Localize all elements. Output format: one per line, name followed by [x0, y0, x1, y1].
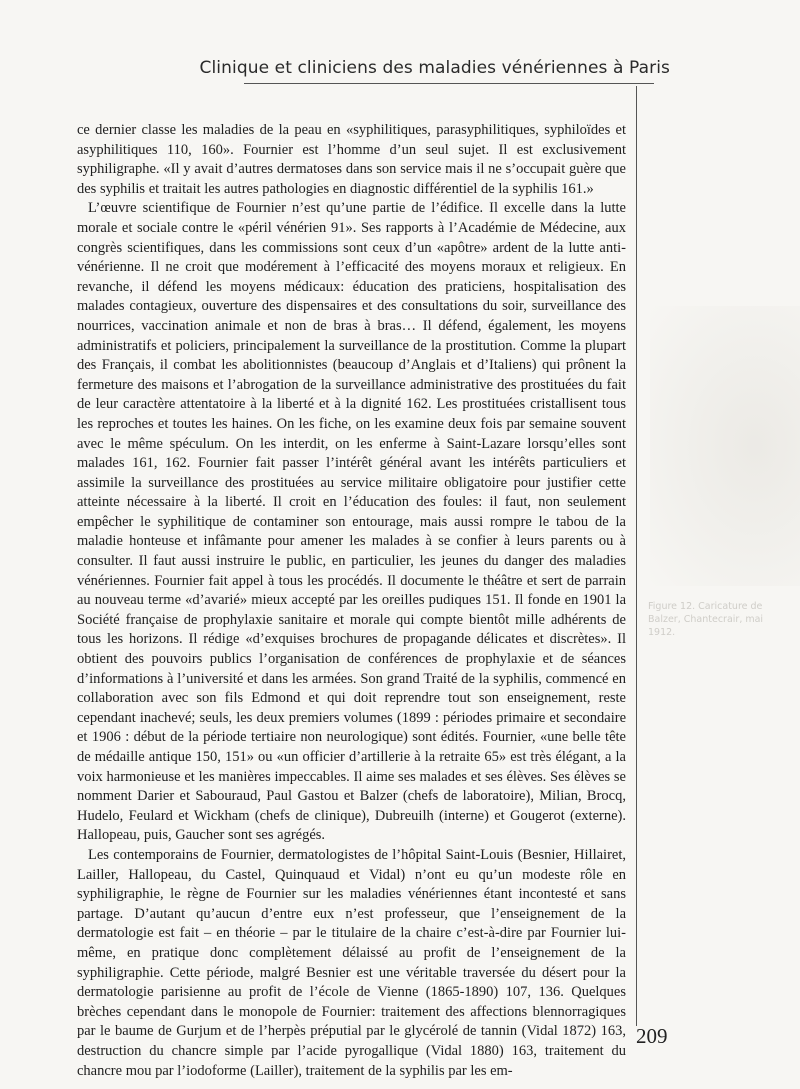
faded-figure	[650, 306, 800, 586]
page-number: 209	[636, 1024, 668, 1048]
figure-caption: Figure 12. Caricature de Balzer, Chantecrair, mai 1912.	[648, 601, 764, 638]
margin-rule	[636, 86, 637, 1026]
header-rule	[244, 83, 654, 84]
paragraph-2: L’œuvre scientifique de Fournier n’est qu’une partie de l’édifice. Il excelle dans la lutte morale et sociale contre le «péril vénérien 91». Ses rapports à l’Académie de Médecine, aux congrès scientifiques, dans les commissions sont ceux d’un «apôtre» ardent de la lutte anti-vénérienne. Il ne croit que modérement à l’efficacité des moyens moraux et religieux. En revanche, il défend les moyens médicaux: éducation des praticiens, hospitalisation des malades contagieux, ouverture des dispensaires et des consultations du soir, surveillance des nourrices, vaccination animale et non de bras à bras… Il défend, également, les moyens administratifs et policiers, principalement la surveillance de la prostitution. Comme la plupart des Français, il combat les abolitionnistes (beaucoup d’Anglais et d’Italiens) qui prônent la fermeture des maisons et l’abrogation de la surveillance administrative des prostituées du fait de leur caractère attentatoire à la liberté et à la dignité 162. Les prostituées cristallisent tous les reproches et toutes les haines. On les fiche, on les examine deux fois par semaine souvent avec le même spéculum. On les interdit, on les enferme à Saint-Lazare lorsqu’elles sont malades 161, 162. Fournier fait passer l’intérêt général avant les intérêts particuliers et assimile la surveillance des prostituées au service militaire obligatoire pour justifier cette atteinte nécessaire à la liberté. Il croit en l’éducation des foules: il faut, non seulement empêcher le syphilitique de contaminer son entourage, mais aussi rompre le tabou de la maladie honteuse et infâmante pour amener les malades à se confier à leurs parents ou à consulter. Il faut aussi instruire le public, en particulier, les jeunes du danger des maladies vénériennes. Fournier fait appel à tous les procédés. Il documente le théâtre et sert de parrain au nouveau terme «d’avarié» mieux accepté par les oreilles pudiques 151. Il fonde en 1901 la Société française de prophylaxie sanitaire et morale qui compte bientôt mille adhérents de tous les horizons. Il rédige «d’exquises brochures de propagande délicates et discrètes». Il obtient des pouvoirs publics l’organisation de conférences de prophylaxie et de séances d’informations à l’université et dans les armées. Son grand Traité de la syphilis, commencé en collaboration avec son fils Edmond et qui doit reprendre tout son enseignement, reste cependant inachevé; seuls, les deux premiers volumes (1899 : périodes primaire et secondaire et 1906 : début de la période tertiaire non neurologique) sont édités. Fournier, «une belle tête de médaille antique 150, 151» ou «un officier d’artillerie à la retraite 65» est très élégant, a la voix harmonieuse et les manières impeccables. Il aime ses malades et ses élèves. Ses élèves se nomment Darier et Sabouraud, Paul Gastou et Balzer (chefs de laboratoire), Milian, Brocq, Hudelo, Feulard et Wickham (chefs de clinique), Dubreuilh (interne) et Gougerot (externe). Hallopeau, puis, Gaucher sont ses agrégés.	[77, 200, 626, 844]
paragraph-3: Les contemporains de Fournier, dermatologistes de l’hôpital Saint-Louis (Besnier, Hillairet, Lailler, Hallopeau, du Castel, Quinquaud et Vidal) n’ont eu qu’un modeste rôle en syphiligraphie, le règne de Fournier sur les maladies vénériennes étant incontesté et sans partage. D’autant qu’aucun d’entre eux n’est professeur, que l’enseignement de la dermatologie est fait – en théorie – par le titulaire de la chaire c’est-à-dire par Fournier lui-même, en pratique donc complètement délaissé au profit de l’enseignement de la syphiligraphie. Cette période, malgré Besnier est une véritable traversée du désert pour la dermatologie parisienne au profit de l’école de Vienne (1865-1890) 107, 136. Quelques brèches cependant dans le monopole de Fournier: traitement des affections blennorragiques par le baume de Gurjum et de l’herpès préputial par le glycérolé de tannin (Vidal 1872) 163, destruction du chancre simple par l’acide pyrogallique (Vidal 1880) 163, traitement du chancre mou par l’iodoforme (Lailler), traitement de la syphilis par les em-	[77, 846, 626, 1079]
paragraph-1: ce dernier classe les maladies de la peau en «syphilitiques, parasyphilitiques, syphiloïdes et asyphilitiques 110, 160». Fournier est l’homme d’un seul sujet. Il est exclusivement syphiligraphe. «Il y avait d’autres dermatoses dans son service mais il ne s’occupait guère que des syphilis et traitait les autres pathologies en diagnostic différentiel de la syphilis 161.»	[77, 122, 626, 197]
running-title: Clinique et cliniciens des maladies vénériennes à Paris	[199, 58, 670, 78]
body-text	[77, 121, 626, 1081]
